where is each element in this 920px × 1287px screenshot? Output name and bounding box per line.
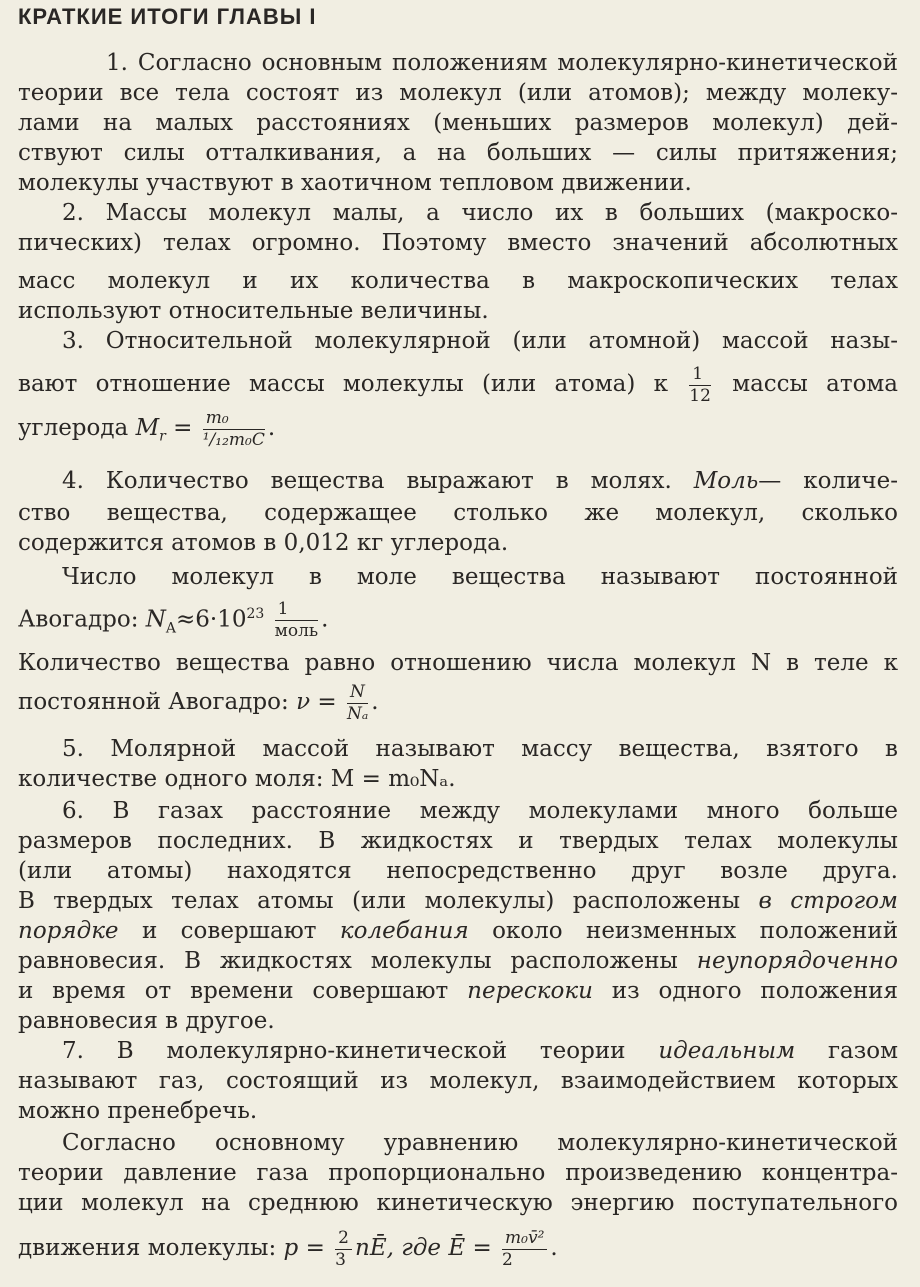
mr-symbol: M (135, 415, 160, 441)
chapter-summary-heading: КРАТКИЕ ИТОГИ ГЛАВЫ I (18, 4, 317, 29)
p8-line-7 (18, 976, 898, 1006)
p8-line-7-end: из одного положения (611, 978, 899, 1004)
p3-line-2-end: массы атома (732, 371, 899, 397)
amount-numerator: N (347, 684, 368, 704)
p3-line-2-text: вают отношение массы молекулы (или атома) к (18, 371, 668, 397)
equals-sign: = (173, 415, 193, 441)
per-mole-numerator: 1 (275, 601, 319, 621)
p8-line-6 (18, 946, 898, 976)
amount-denominator: Nₐ (346, 703, 369, 724)
p8-line-4-text: В твердых телах атомы (или молекулы) расположены (18, 888, 741, 914)
p10-line-4-text: движения молекулы: (18, 1235, 277, 1261)
p6-line-2 (18, 680, 898, 724)
p4-line-1 (62, 466, 898, 496)
p4-line-2: ство вещества, содержащее столько же молекул, сколько (18, 500, 898, 526)
na-symbol: N (145, 606, 166, 633)
disordered-italic: неупорядоченно (696, 948, 899, 974)
one-twelfth-fraction (689, 363, 711, 406)
kinetic-energy-fraction (502, 1227, 547, 1270)
fraction-numerator: 1 (689, 366, 711, 386)
p8-line-1: 6. В газах расстояние между молекулами много больше (62, 798, 898, 824)
two-thirds-numerator: 2 (335, 1230, 352, 1250)
p8-line-7-text: и время от времени совершают (18, 978, 449, 1004)
relative-mass-numerator: m₀ (203, 410, 265, 430)
relative-mass-fraction (202, 407, 265, 450)
p3-line-3 (18, 406, 898, 459)
two-thirds-denominator: 3 (335, 1249, 346, 1270)
p3-line-3-text: углерода (18, 415, 129, 441)
order-italic: порядке (18, 918, 119, 944)
p2-line-3: масс молекул и их количества в макроскопических телах (18, 268, 898, 294)
p1-line-5: молекулы участвуют в хаотичном тепловом движении. (18, 170, 692, 196)
ideal-italic: идеальным (658, 1038, 796, 1064)
p1-line-1: 1. Согласно основным положениям молекулярно-кинетической (106, 50, 898, 76)
p3-line-2 (18, 362, 898, 406)
mr-subscript: r (159, 428, 166, 445)
p3-line-1: 3. Относительной молекулярной (или атомной) массой назы- (62, 328, 898, 354)
p4-line-3: содержится атомов в 0,012 кг углерода. (18, 530, 509, 556)
p8-line-5-end: около неизменных положений (492, 918, 899, 944)
p2-line-4: используют относительные величины. (18, 298, 489, 324)
p6-line-1: Количество вещества равно отношению числа молекул N в теле к (18, 650, 898, 676)
per-mole-denominator: моль (274, 621, 319, 642)
p6-line-2-text: постоянной Авогадро: (18, 689, 289, 715)
p10-line-2: теории давление газа пропорционально произведению концентра- (18, 1160, 898, 1186)
avogadro-period: . (321, 606, 329, 633)
fraction-denominator: 12 (689, 385, 711, 406)
relative-mass-denominator: ¹/₁₂m₀C (202, 429, 265, 450)
p8-line-5-text: и совершают (141, 918, 317, 944)
p7-line-1: 5. Молярной массой называют массу вещества, взятого в (62, 736, 898, 762)
p10-line-4 (18, 1218, 898, 1278)
p2-line-2: пических) телах огромно. Поэтому вместо значений абсолютных (18, 230, 898, 256)
strict-order-italic: в строгом (758, 888, 898, 914)
p1-line-2: теории все тела состоят из молекул (или атомов); между молеку- (18, 80, 898, 106)
p9-line-1 (62, 1036, 898, 1066)
p5-line-1: Число молекул в моле вещества называют постоянной (62, 564, 898, 590)
p1-line-3: лами на малых расстояниях (меньших размеров молекул) дей- (18, 110, 898, 136)
p9-line-3: можно пренебречь. (18, 1098, 258, 1124)
pressure-equals: p = (283, 1235, 325, 1261)
p8-line-3: (или атомы) находятся непосредственно друг возле друга. (18, 858, 898, 884)
avogadro-value: ≈6·10 (176, 606, 247, 633)
jumps-italic: перескоки (467, 978, 593, 1004)
amount-period: . (371, 689, 379, 715)
na-subscript: A (165, 620, 177, 637)
kinetic-energy-numerator: m₀v̄² (502, 1230, 547, 1250)
p5-line-2 (18, 592, 898, 650)
p9-line-1-text: 7. В молекулярно-кинетической теории (62, 1038, 626, 1064)
p10-line-1: Согласно основному уравнению молекулярно-кинетической (62, 1130, 898, 1156)
mole-definition-start: — количе- (758, 468, 899, 494)
per-mole-fraction (275, 601, 319, 640)
p8-line-4 (18, 886, 898, 916)
p9-line-1-end: газом (827, 1038, 899, 1064)
avogadro-exponent: 23 (246, 606, 265, 622)
p7-line-2: количестве одного моля: M = m₀Nₐ. (18, 766, 456, 792)
p10-line-3: ции молекул на среднюю кинетическую энергию поступательного (18, 1190, 898, 1216)
p4-line-1-text: 4. Количество вещества выражают в молях. (62, 468, 672, 494)
formula-period: . (267, 415, 276, 441)
kinetic-energy-denominator: 2 (502, 1249, 513, 1270)
amount-fraction (346, 681, 369, 724)
p8-line-2: размеров последних. В жидкостях и твердых телах молекулы (18, 828, 898, 854)
p8-line-6-text: равновесия. В жидкостях молекулы расположены (18, 948, 678, 974)
p1-line-4: ствуют силы отталкивания, а на больших — силы притяжения; (18, 140, 898, 166)
energy-expression: nĒ, где Ē = (355, 1235, 492, 1261)
p8-line-5 (18, 916, 898, 946)
p9-line-2: называют газ, состоящий из молекул, взаимодействием которых (18, 1068, 898, 1094)
p2-line-1: 2. Массы молекул малы, а число их в больших (макроско- (62, 200, 898, 226)
avogadro-label: Авогадро: (18, 606, 139, 633)
nu-equals: ν = (296, 689, 337, 715)
mole-term: Моль (693, 468, 759, 494)
energy-period: . (550, 1235, 558, 1261)
p8-line-8: равновесия в другое. (18, 1008, 275, 1034)
oscillations-italic: колебания (339, 918, 469, 944)
two-thirds-fraction (335, 1227, 352, 1270)
